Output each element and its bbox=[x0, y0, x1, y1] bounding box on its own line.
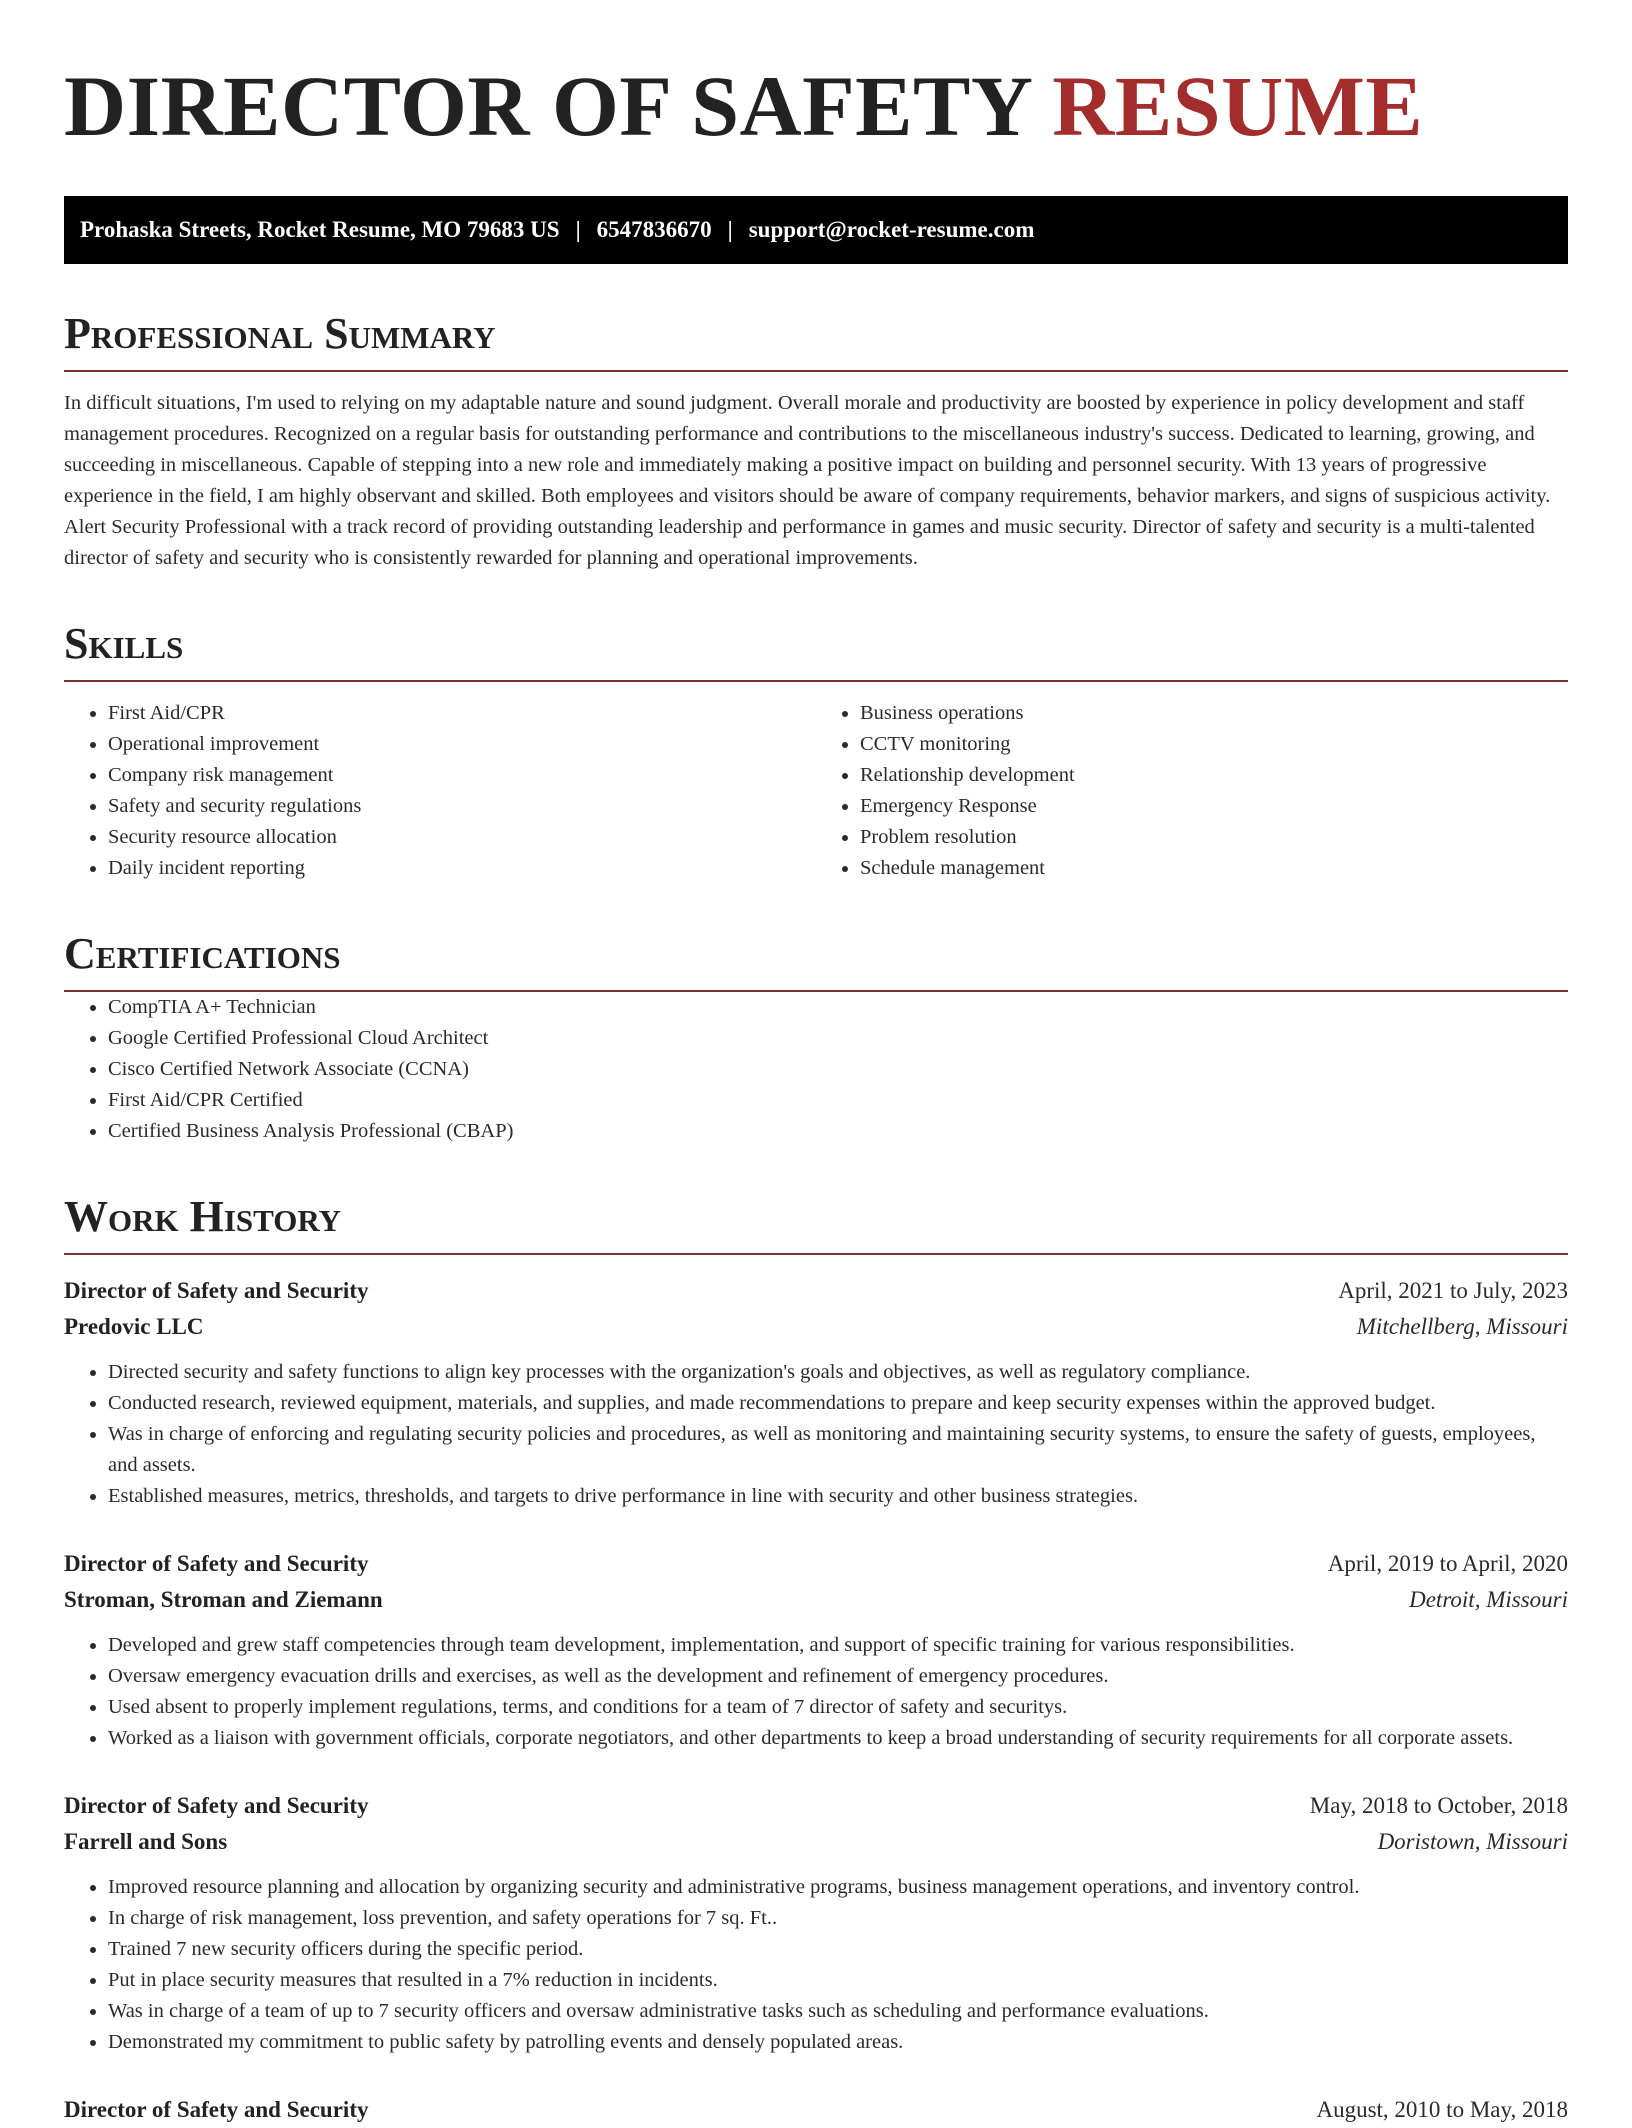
job-duties-list bbox=[64, 1872, 1568, 2058]
job-entry bbox=[64, 1273, 1568, 1512]
job-duty: • Demonstrated my commitment to public safety by patrolling events and densely populated areas. bbox=[108, 2027, 1568, 2058]
skill-item: • First Aid/CPR bbox=[108, 698, 816, 729]
job-title: Director of Safety and Security bbox=[64, 1278, 369, 1303]
skill-item: • Problem resolution bbox=[860, 822, 1568, 853]
skill-item: • Daily incident reporting bbox=[108, 853, 816, 884]
job-header-row bbox=[64, 1788, 1568, 1824]
job-title: Director of Safety and Security bbox=[64, 1793, 369, 1818]
job-dates: August, 2010 to May, 2018 bbox=[1316, 2097, 1568, 2122]
work-history-section bbox=[64, 1191, 1568, 2128]
job-duty: • In charge of risk management, loss prevention, and safety operations for 7 sq. Ft.. bbox=[108, 1903, 1568, 1934]
summary-text: In difficult situations, I'm used to relying on my adaptable nature and sound judgment. Overall morale and productivity are boosted by experience in policy development and staff management procedures. Recognized on a regular basis for outstanding performance and contributions to the miscellaneous industry's success. Dedicated to learning, growing, and succeeding in miscellaneous. Capable of stepping into a new role and immediately making a positive impact on building and personnel security. With 13 years of progressive experience in the field, I am highly observant and skilled. Both employees and visitors should be aware of company requirements, behavior markers, and signs of suspicious activity. Alert Security Professional with a track record of providing outstanding leadership and performance in games and music security. Director of safety and security is a multi-talented director of safety and security who is consistently rewarded for planning and operational improvements. bbox=[64, 392, 1551, 569]
skill-item: • Operational improvement bbox=[108, 729, 816, 760]
job-location: Detroit, Missouri bbox=[1409, 1587, 1568, 1612]
job-duty: • Directed security and safety functions to align key processes with the organization's goals and objectives, as well as regulatory compliance. bbox=[108, 1357, 1568, 1388]
certification-item: • Cisco Certified Network Associate (CCNA) bbox=[108, 1054, 1568, 1085]
job-duty: • Put in place security measures that resulted in a 7% reduction in incidents. bbox=[108, 1965, 1568, 1996]
skill-item: • Security resource allocation bbox=[108, 822, 816, 853]
certification-item: • Google Certified Professional Cloud Architect bbox=[108, 1023, 1568, 1054]
job-duty: • Used absent to properly implement regulations, terms, and conditions for a team of 7 director of safety and securitys. bbox=[108, 1692, 1568, 1723]
skill-item: • Emergency Response bbox=[860, 791, 1568, 822]
job-duty: • Oversaw emergency evacuation drills and exercises, as well as the development and refinement of emergency procedures. bbox=[108, 1661, 1568, 1692]
job-duties-list bbox=[64, 1357, 1568, 1512]
job-company: Predovic LLC bbox=[64, 1314, 204, 1339]
certification-item: • Certified Business Analysis Professional (CBAP) bbox=[108, 1116, 1568, 1147]
contact-bar bbox=[64, 196, 1568, 264]
certifications-list bbox=[64, 992, 1568, 1147]
contact-separator: | bbox=[575, 217, 581, 242]
job-company: Stroman, Stroman and Ziemann bbox=[64, 1587, 383, 1612]
job-duty: • Improved resource planning and allocation by organizing security and administrative programs, business management operations, and inventory control. bbox=[108, 1872, 1568, 1903]
job-header-row bbox=[64, 2092, 1568, 2128]
skills-columns bbox=[64, 698, 1568, 884]
title-accent: RESUME bbox=[1052, 58, 1424, 154]
skills-section bbox=[64, 618, 1568, 884]
skill-item: • CCTV monitoring bbox=[860, 729, 1568, 760]
job-duty: • Trained 7 new security officers during the specific period. bbox=[108, 1934, 1568, 1965]
job-company-row bbox=[64, 1309, 1568, 1345]
certifications-heading: Certifications bbox=[64, 928, 1568, 992]
job-entry bbox=[64, 1788, 1568, 2058]
skill-item: • Relationship development bbox=[860, 760, 1568, 791]
skills-heading: Skills bbox=[64, 618, 1568, 682]
job-company: Farrell and Sons bbox=[64, 1829, 228, 1854]
job-location: Mitchellberg, Missouri bbox=[1356, 1314, 1568, 1339]
job-dates: April, 2021 to July, 2023 bbox=[1338, 1278, 1568, 1303]
contact-address: Prohaska Streets, Rocket Resume, MO 79683 US bbox=[80, 217, 560, 242]
job-location: Doristown, Missouri bbox=[1377, 1829, 1568, 1854]
summary-section bbox=[64, 308, 1568, 574]
job-dates: April, 2019 to April, 2020 bbox=[1327, 1551, 1568, 1576]
job-dates: May, 2018 to October, 2018 bbox=[1309, 1793, 1568, 1818]
skill-item: • Schedule management bbox=[860, 853, 1568, 884]
certification-item: • CompTIA A+ Technician bbox=[108, 992, 1568, 1023]
job-title: Director of Safety and Security bbox=[64, 1551, 369, 1576]
work-history-heading: Work History bbox=[64, 1191, 1568, 1255]
skill-item: • Business operations bbox=[860, 698, 1568, 729]
contact-email: support@rocket-resume.com bbox=[748, 217, 1035, 242]
job-entry bbox=[64, 2092, 1568, 2128]
certifications-section bbox=[64, 928, 1568, 1147]
job-duty: • Conducted research, reviewed equipment, materials, and supplies, and made recommendations to prepare and keep security expenses within the approved budget. bbox=[108, 1388, 1568, 1419]
job-header-row bbox=[64, 1546, 1568, 1582]
skill-item: • Safety and security regulations bbox=[108, 791, 816, 822]
job-header-row bbox=[64, 1273, 1568, 1309]
title-main: DIRECTOR OF SAFETY bbox=[64, 58, 1031, 154]
job-company-row bbox=[64, 1582, 1568, 1618]
certification-item: • First Aid/CPR Certified bbox=[108, 1085, 1568, 1116]
job-duty: • Was in charge of enforcing and regulating security policies and procedures, as well as monitoring and maintaining security systems, to ensure the safety of guests, employees, and assets. bbox=[108, 1419, 1568, 1481]
page-title bbox=[64, 56, 1568, 156]
job-duty: • Established measures, metrics, thresholds, and targets to drive performance in line with security and other business strategies. bbox=[108, 1481, 1568, 1512]
job-duty: • Developed and grew staff competencies through team development, implementation, and support of specific training for various responsibilities. bbox=[108, 1630, 1568, 1661]
job-duties-list bbox=[64, 1630, 1568, 1754]
job-title: Director of Safety and Security bbox=[64, 2097, 369, 2122]
skills-list-right bbox=[816, 698, 1568, 884]
job-entry bbox=[64, 1546, 1568, 1754]
job-duty: • Worked as a liaison with government officials, corporate negotiators, and other departments to keep a broad understanding of security requirements for all corporate assets. bbox=[108, 1723, 1568, 1754]
contact-phone: 6547836670 bbox=[596, 217, 712, 242]
contact-separator: | bbox=[727, 217, 733, 242]
skill-item: • Company risk management bbox=[108, 760, 816, 791]
job-duty: • Was in charge of a team of up to 7 security officers and oversaw administrative tasks such as scheduling and performance evaluations. bbox=[108, 1996, 1568, 2027]
summary-heading: Professional Summary bbox=[64, 308, 1568, 372]
skills-list-left bbox=[64, 698, 816, 884]
job-company-row bbox=[64, 1824, 1568, 1860]
